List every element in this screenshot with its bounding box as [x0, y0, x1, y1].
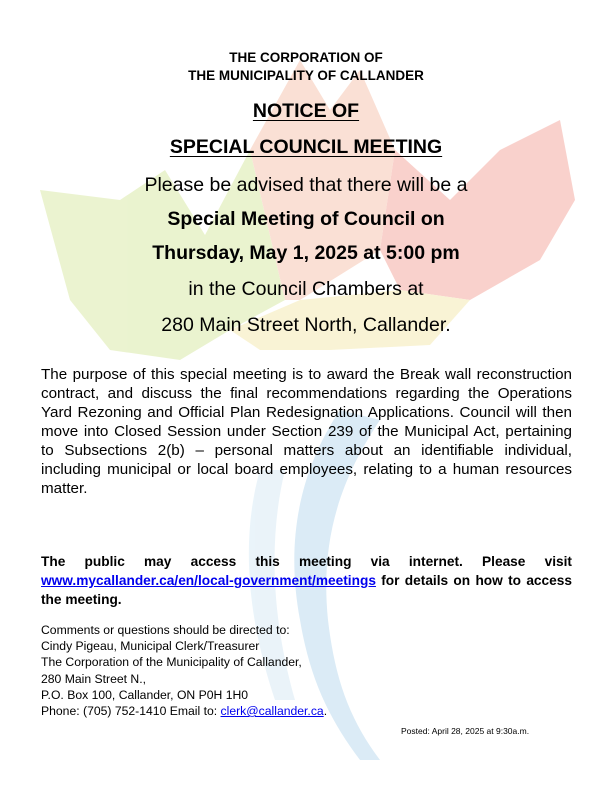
corporation-line-2: THE MUNICIPALITY OF CALLANDER [188, 68, 424, 83]
address-line: 280 Main Street North, Callander. [161, 314, 451, 336]
contact-organization: The Corporation of the Municipality of Callander, [41, 655, 302, 670]
public-access-paragraph [41, 552, 572, 609]
public-access-text-end: for details on how to access the meeting. [41, 573, 572, 607]
contact-phone-email [41, 703, 441, 719]
meeting-date-line: Thursday, May 1, 2025 at 5:00 pm [152, 242, 460, 264]
notice-title-line-1: NOTICE OF [252, 100, 360, 122]
corporation-line-1: THE CORPORATION OF [229, 50, 383, 65]
email-link[interactable]: clerk@callander.ca [220, 704, 324, 719]
contact-intro: Comments or questions should be directed to: [41, 623, 290, 637]
public-access-text: The public may access this meeting via internet. Please visit [41, 554, 572, 569]
meetings-link[interactable]: www.mycallander.ca/en/local-government/meetings [41, 573, 376, 588]
contact-po-box: P.O. Box 100, Callander, ON P0H 1H0 [41, 687, 249, 702]
advise-line: Please be advised that there will be a [144, 174, 468, 196]
location-line: in the Council Chambers at [188, 278, 424, 300]
purpose-paragraph: The purpose of this special meeting is to award the Break wall reconstruction contract, and discuss the final recommendations regarding the Operations Yard Rezoning and Official Plan Redesignation Applications. Council will then move into Closed Session under Section 239 of the Municipal Act, pertaining to Subsections 2(b) – personal matters about an identifiable individual, including municipal or local board employees, relating to a human resources matter. [41, 366, 572, 497]
contact-name: Cindy Pigeau, Municipal Clerk/Treasurer [41, 639, 260, 654]
email-suffix: . [323, 704, 328, 719]
posted-date: Posted: April 28, 2025 at 9:30a.m. [401, 726, 530, 736]
contact-phone: Phone: (705) 752-1410 Email to: [41, 704, 221, 719]
contact-block [41, 622, 441, 719]
contact-street: 280 Main Street N., [41, 671, 146, 686]
meeting-type-line: Special Meeting of Council on [167, 208, 445, 230]
notice-title-line-2: SPECIAL COUNCIL MEETING [169, 136, 443, 158]
